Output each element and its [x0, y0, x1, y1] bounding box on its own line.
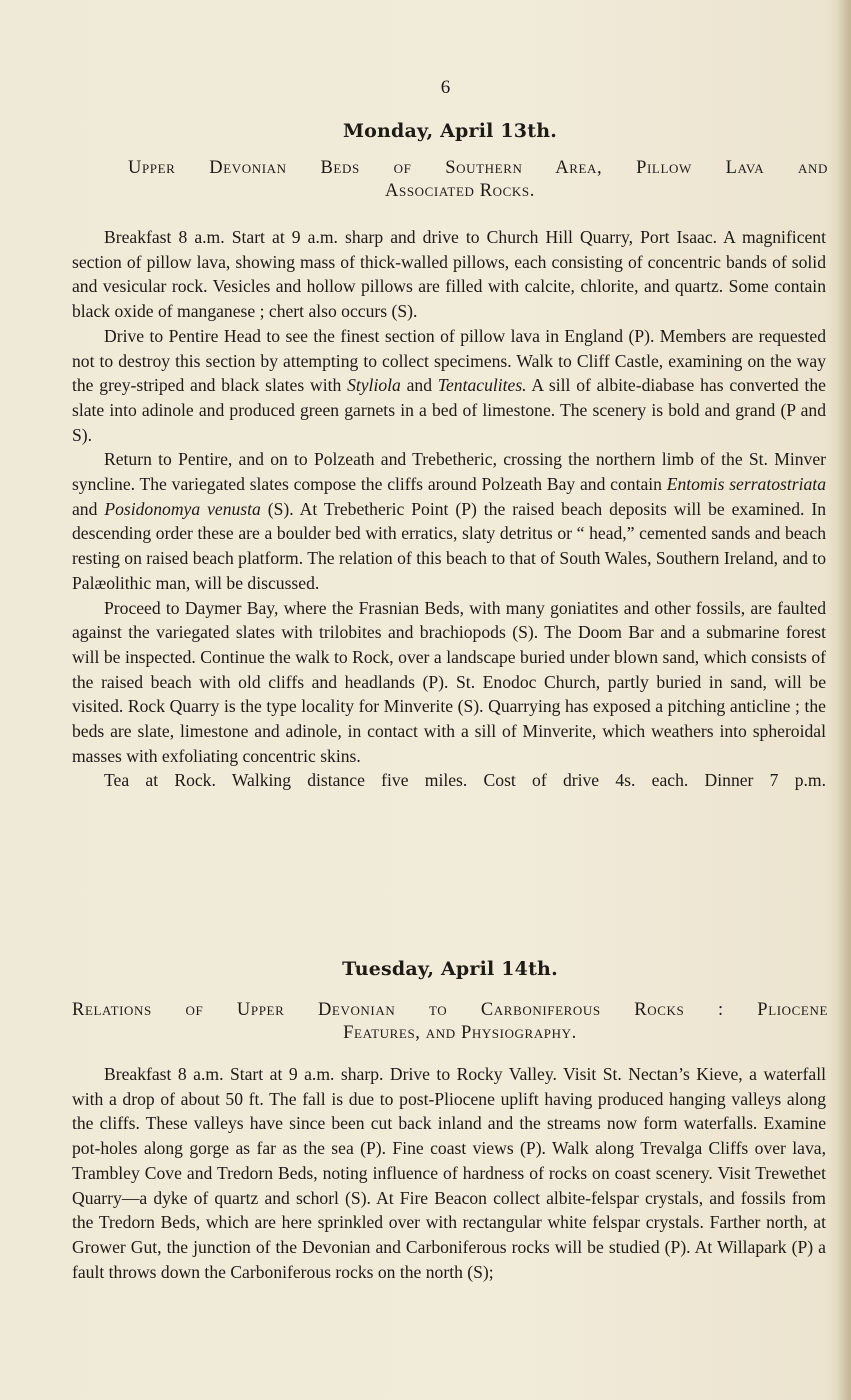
paragraph-text: Breakfast 8 a.m. Start at 9 a.m. sharp and drive to Church Hill Quarry, Port Isaac. A magnificent section of pillow lava, showing mass of thick-walled pillows, each consisting of concentric bands of solid and vesicular rock. Vesicles and hollow pillows are filled with calcite, chlorite, and quartz. Some contain black oxide of manganese ; chert also occurs (S). — [72, 227, 826, 322]
paragraph-text: Proceed to Daymer Bay, where the Frasnian Beds, with many goniatites and other fossils, are faulted against the variegated slates with trilobites and brachiopods (S). The Doom Bar and a submarine forest will be inspected. Continue the walk to Rock, over a landscape buried under blown sand, which consists of the raised beach with old cliffs and headlands (P). St. Enodoc Church, partly buried in sand, will be visited. Rock Quarry is the type locality for Minverite (S). Quarrying has exposed a pitching anticline ; the beds are slate, limestone and adinole, in contact with a sill of Minverite, which weathers into spheroidal masses with exfoliating concentric skins. — [72, 597, 826, 766]
monday-heading: Monday, April 13th. — [342, 120, 558, 142]
paragraph — [72, 768, 826, 793]
species-name: Posidonomya venusta — [104, 498, 261, 519]
tuesday-body — [72, 1062, 826, 1284]
paragraph-text: Tea at Rock. Walking distance five miles. Cost of drive 4s. each. Dinner 7 p.m. — [104, 770, 826, 791]
paragraph-text: Return to Pentire, and on to Polzeath and Trebetheric, crossing the northern limb of the St. Minver syncline. The variegated slates compose the cliffs around Polzeath Bay and contain — [72, 449, 826, 495]
species-name: Entomis serratostriata — [666, 474, 826, 495]
monday-section-title-line2: Associated Rocks. — [385, 181, 535, 201]
paragraph-text: (S). At Trebetheric Point (P) the raised beach deposits will be examined. In descending order these are a boulder bed with erratics, slaty detritus or “ head,” cemented sands and beach resting on raised beach platform. The relation of this beach to that of South Wales, Southern Ireland, and to Palæolithic man, will be discussed. — [72, 498, 827, 593]
monday-body — [72, 225, 826, 793]
paragraph-text: Breakfast 8 a.m. Start at 9 a.m. sharp. Drive to Rocky Valley. Visit St. Nectan’s Kieve, a waterfall with a drop of about 50 ft. The fall is due to post-Pliocene uplift having produced hanging valleys along the cliffs. These valleys have since been cut back inland and the streams now form waterfalls. Examine pot-holes along gorge as far as the sea (P). Fine coast views (P). Walk along Trevalga Cliffs over lava, Trambley Cove and Tredorn Beds, noting influence of hardness of rocks on coast scenery. Visit Trewethet Quarry—a dyke of quartz and schorl (S). At Fire Beacon collect albite-felspar crystals, and fossils from the Tredorn Beds, which are here sprinkled over with rectangular white felspar crystals. Farther north, at Grower Gut, the junction of the Devonian and Carboniferous rocks will be studied (P). At Willapark (P) a fault throws down the Carboniferous rocks on the north (S); — [72, 1064, 826, 1282]
paragraph — [72, 447, 826, 595]
paragraph-text: and — [72, 498, 105, 519]
paragraph — [72, 1062, 826, 1284]
monday-section-title — [72, 157, 828, 203]
page-edge-shadow — [837, 0, 851, 1400]
genus-name: Tentaculites. — [437, 375, 527, 396]
tuesday-section-title-line2: Features, and Physiography. — [343, 1023, 577, 1043]
paragraph-text: Drive to Pentire Head to see the finest section of pillow lava in England (P). Members are requested not to destroy this section by attempting to collect specimens. Walk to Cliff Castle, examining on the way the grey-striped and black slates with — [72, 325, 826, 396]
tuesday-section-title-line1: Relations of Upper Devonian to Carboniferous Rocks : Pliocene — [72, 1000, 828, 1020]
paragraph — [72, 225, 826, 324]
tuesday-section-title — [72, 999, 828, 1045]
page-number: 6 — [440, 77, 451, 98]
monday-section-title-line1: Upper Devonian Beds of Southern Area, Pillow Lava and — [128, 158, 828, 178]
tuesday-heading: Tuesday, April 14th. — [342, 958, 558, 980]
genus-name: Styliola — [347, 375, 401, 396]
paragraph-text: and — [400, 375, 438, 396]
paragraph — [72, 596, 826, 769]
paragraph-text: A sill of albite-diabase has converted the slate into adinole and produced green garnets in a bed of limestone. The scenery is bold and grand (P and S). — [72, 375, 826, 445]
paragraph — [72, 324, 826, 448]
